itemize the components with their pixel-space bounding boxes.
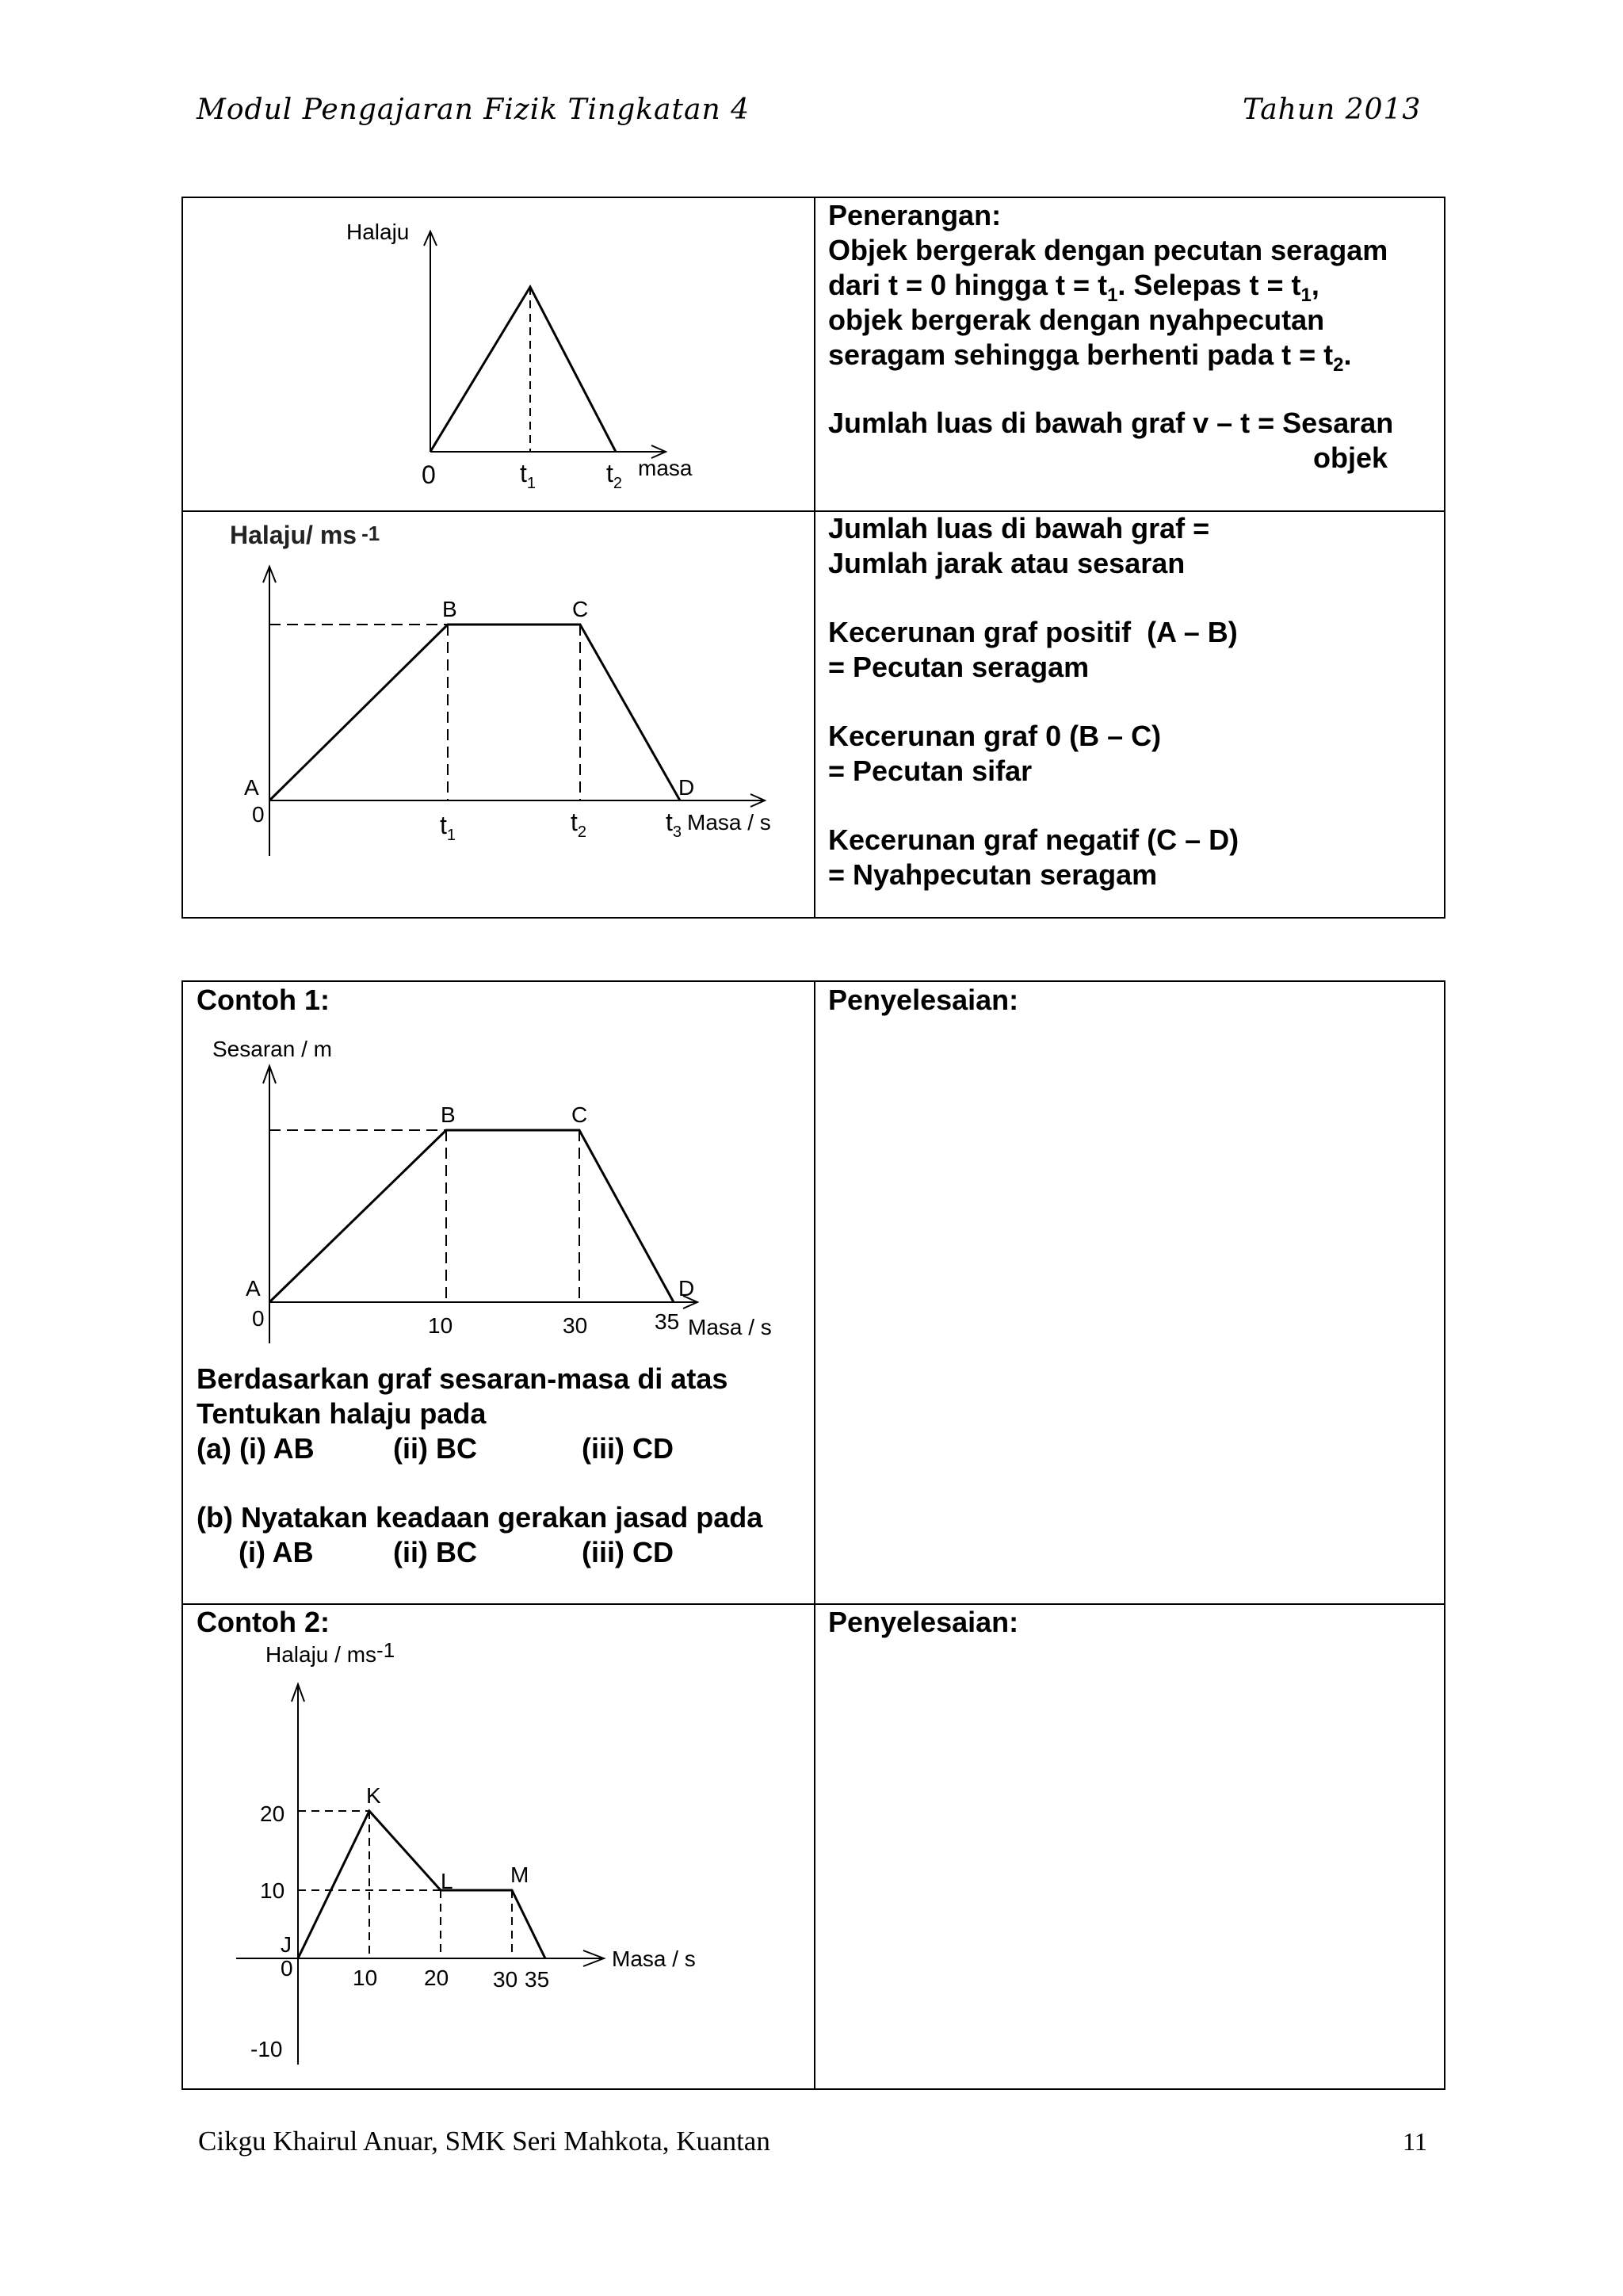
example-1-question-2: Tentukan halaju pada <box>197 1397 487 1430</box>
point-A-label: A <box>246 1276 261 1301</box>
origin-label: 0 <box>281 1956 293 1981</box>
point-A-label: A <box>244 775 259 800</box>
origin-label: 0 <box>252 802 265 827</box>
point-K-label: K <box>366 1783 381 1808</box>
t2-label: $t_2$ <box>606 459 623 492</box>
example-1-part-b-iii: (iii) CD <box>582 1536 674 1568</box>
area-line-1: Jumlah luas di bawah graf = <box>828 512 1210 544</box>
graph-velocity-jklm <box>222 1637 729 2080</box>
point-B-label: B <box>441 1102 456 1127</box>
origin-label: 0 <box>422 460 436 489</box>
x-axis-label: Masa / s <box>687 810 771 835</box>
point-C-label: C <box>572 597 589 621</box>
tick-20-label: 20 <box>260 1801 285 1826</box>
y-axis-label: Halaju / ms-1 <box>265 1638 395 1667</box>
table-2-row-divider <box>181 1603 1445 1605</box>
t1-label: $t_1$ <box>440 811 456 844</box>
velocity-line <box>298 1811 545 1958</box>
point-B-label: B <box>442 597 457 621</box>
example-1-part-a-i: (a) (i) AB <box>197 1432 315 1465</box>
page-number: 11 <box>1403 2127 1427 2156</box>
x-axis-label: Masa / s <box>612 1946 696 1971</box>
example-1-part-b-i: (i) AB <box>239 1536 314 1568</box>
footer-author: Cikgu Khairul Anuar, SMK Seri Mahkota, Kuantan <box>198 2126 770 2157</box>
point-M-label: M <box>510 1862 529 1887</box>
y-axis-label: Halaju <box>346 220 410 244</box>
tick-35-x-label: 35 <box>525 1967 550 1992</box>
example-1-question-b: (b) Nyatakan keadaan gerakan jasad pada <box>197 1501 763 1534</box>
y-axis-label: Sesaran / m <box>212 1037 332 1061</box>
example-2-solution-label: Penyelesaian: <box>828 1606 1019 1638</box>
velocity-line <box>430 287 616 452</box>
tick-30-x-label: 30 <box>493 1967 518 1992</box>
t2-label: $t_2$ <box>571 808 587 841</box>
tick-10-y-label: 10 <box>260 1878 285 1903</box>
example-1-part-a-iii: (iii) CD <box>582 1432 674 1465</box>
gradient-negative: Kecerunan graf negatif (C – D) <box>828 823 1239 856</box>
x-axis-label: masa <box>638 456 693 480</box>
example-1-part-a-ii: (ii) BC <box>393 1432 477 1465</box>
point-D-label: D <box>678 775 695 800</box>
example-1-question-1: Berdasarkan graf sesaran-masa di atas <box>197 1362 728 1395</box>
example-1-solution-label: Penyelesaian: <box>828 984 1019 1016</box>
origin-label: 0 <box>252 1306 265 1331</box>
point-J-label: J <box>281 1932 292 1957</box>
tick-neg10-label: -10 <box>250 2037 283 2061</box>
table-1-divider <box>814 197 815 919</box>
example-1-part-b-ii: (ii) BC <box>393 1536 477 1568</box>
explanation-line-1: Objek bergerak dengan pecutan seragam <box>828 234 1388 266</box>
tick-10-x-label: 10 <box>353 1966 378 1990</box>
explanation-title: Penerangan: <box>828 199 1002 231</box>
table-2-divider <box>814 980 815 2090</box>
graph-displacement-time <box>206 1026 792 1343</box>
t1-label: $t_1$ <box>520 459 537 492</box>
header-year: Tahun 2013 <box>1243 94 1422 126</box>
table-1-row-divider <box>181 510 1445 512</box>
graph-velocity-trapezium <box>230 519 808 860</box>
point-C-label: C <box>571 1102 588 1127</box>
gradient-positive: Kecerunan graf positif (A – B) <box>828 616 1238 648</box>
explanation-line-3: objek bergerak dengan nyahpecutan <box>828 304 1325 336</box>
header-title: Modul Pengajaran Fizik Tingkatan 4 <box>197 94 750 126</box>
x-axis-label: Masa / s <box>688 1315 772 1339</box>
example-1-title: Contoh 1: <box>197 984 330 1016</box>
tick-35-label: 35 <box>655 1309 680 1334</box>
explanation-line-5: Jumlah luas di bawah graf v – t = Sesaran <box>828 407 1394 439</box>
explanation-line-6: objek <box>1313 441 1388 474</box>
y-axis-label: Halaju/ ms -1 <box>230 521 380 549</box>
tick-20-x-label: 20 <box>424 1966 449 1990</box>
gradient-zero-meaning: = Pecutan sifar <box>828 755 1033 787</box>
example-2-title: Contoh 2: <box>197 1606 330 1638</box>
tick-10-label: 10 <box>428 1313 453 1338</box>
explanation-line-4: seragam sehingga berhenti pada $t = t_2$. <box>828 338 1352 376</box>
graph-velocity-triangle <box>333 214 745 499</box>
area-line-2: Jumlah jarak atau sesaran <box>828 547 1186 579</box>
tick-30-label: 30 <box>563 1313 588 1338</box>
velocity-line <box>269 625 680 800</box>
explanation-line-2: dari t = 0 hingga $t = t_1$. Selepas $t = t_1$, <box>828 269 1319 307</box>
gradient-positive-meaning: = Pecutan seragam <box>828 651 1090 683</box>
displacement-line <box>269 1130 674 1302</box>
gradient-negative-meaning: = Nyahpecutan seragam <box>828 858 1158 891</box>
t3-label: $t_3$ <box>666 808 682 841</box>
point-L-label: L <box>441 1869 453 1893</box>
point-D-label: D <box>678 1276 695 1301</box>
gradient-zero: Kecerunan graf 0 (B – C) <box>828 720 1162 752</box>
